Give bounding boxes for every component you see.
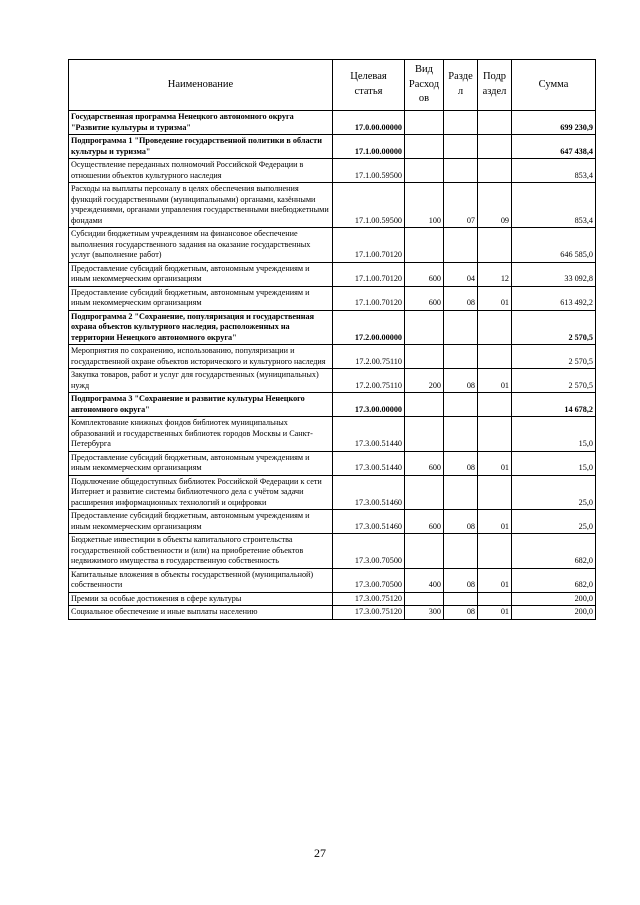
cell-target-article: 17.3.00.75120 (333, 606, 405, 620)
cell-expense-type (405, 310, 444, 345)
cell-sum: 646 585,0 (512, 228, 596, 263)
cell-sum: 15,0 (512, 417, 596, 452)
cell-subsection: 01 (478, 286, 512, 310)
cell-section: 08 (444, 606, 478, 620)
table-row (69, 228, 596, 263)
cell-sum: 25,0 (512, 475, 596, 510)
cell-subsection (478, 310, 512, 345)
cell-sum: 200,0 (512, 592, 596, 606)
cell-expense-type: 600 (405, 262, 444, 286)
cell-sum: 15,0 (512, 451, 596, 475)
cell-sum: 2 570,5 (512, 345, 596, 369)
cell-subsection: 01 (478, 369, 512, 393)
cell-subsection (478, 393, 512, 417)
cell-section (444, 159, 478, 183)
table-row (69, 159, 596, 183)
cell-target-article: 17.2.00.00000 (333, 310, 405, 345)
cell-sum: 647 438,4 (512, 135, 596, 159)
cell-expense-type (405, 393, 444, 417)
table-row (69, 393, 596, 417)
cell-section (444, 111, 478, 135)
cell-expense-type (405, 417, 444, 452)
cell-section: 08 (444, 510, 478, 534)
cell-subsection: 01 (478, 451, 512, 475)
table-row (69, 310, 596, 345)
cell-expense-type: 300 (405, 606, 444, 620)
header-expense-type: Вид Расход ов (405, 60, 444, 111)
cell-name: Подпрограмма 2 "Сохранение, популяризация и государственная охрана объектов культурного наследия, расположенных на территории Ненецкого автономного округа" (69, 310, 333, 345)
cell-expense-type: 400 (405, 568, 444, 592)
table-row (69, 286, 596, 310)
table-row (69, 183, 596, 228)
cell-section (444, 417, 478, 452)
cell-name: Подпрограмма 3 "Сохранение и развитие культуры Ненецкого автономного округа" (69, 393, 333, 417)
cell-section (444, 534, 478, 569)
cell-target-article: 17.3.00.51440 (333, 451, 405, 475)
cell-subsection: 12 (478, 262, 512, 286)
cell-expense-type: 600 (405, 451, 444, 475)
cell-subsection (478, 417, 512, 452)
cell-subsection: 01 (478, 606, 512, 620)
cell-expense-type (405, 135, 444, 159)
cell-section (444, 393, 478, 417)
cell-expense-type (405, 475, 444, 510)
cell-sum: 2 570,5 (512, 310, 596, 345)
cell-expense-type (405, 592, 444, 606)
cell-section: 08 (444, 568, 478, 592)
cell-section: 08 (444, 451, 478, 475)
cell-name: Государственная программа Ненецкого автономного округа "Развитие культуры и туризма" (69, 111, 333, 135)
cell-target-article: 17.3.00.70500 (333, 568, 405, 592)
cell-subsection: 09 (478, 183, 512, 228)
cell-section (444, 310, 478, 345)
cell-target-article: 17.3.00.75120 (333, 592, 405, 606)
cell-sum: 853,4 (512, 159, 596, 183)
cell-name: Субсидии бюджетным учреждениям на финансовое обеспечение выполнения государственного задания на оказание государственных услуг (выполнение работ) (69, 228, 333, 263)
cell-name: Предоставление субсидий бюджетным, автономным учреждениям и иным некоммерческим организациям (69, 262, 333, 286)
cell-subsection (478, 159, 512, 183)
cell-name: Предоставление субсидий бюджетным, автономным учреждениям и иным некоммерческим организациям (69, 451, 333, 475)
cell-section: 04 (444, 262, 478, 286)
cell-target-article: 17.1.00.70120 (333, 262, 405, 286)
header-section: Разде л (444, 60, 478, 111)
cell-target-article: 17.1.00.59500 (333, 159, 405, 183)
cell-expense-type: 100 (405, 183, 444, 228)
page-number: 27 (314, 846, 326, 860)
table-row (69, 592, 596, 606)
table-row (69, 606, 596, 620)
table-row (69, 369, 596, 393)
cell-target-article: 17.1.00.00000 (333, 135, 405, 159)
header-name: Наименование (69, 60, 333, 111)
table-row (69, 568, 596, 592)
cell-sum: 699 230,9 (512, 111, 596, 135)
cell-name: Предоставление субсидий бюджетным, автономным учреждениям и иным некоммерческим организациям (69, 510, 333, 534)
cell-section (444, 345, 478, 369)
cell-target-article: 17.1.00.59500 (333, 183, 405, 228)
cell-sum: 853,4 (512, 183, 596, 228)
cell-subsection: 01 (478, 510, 512, 534)
cell-name: Премии за особые достижения в сфере культуры (69, 592, 333, 606)
cell-section (444, 592, 478, 606)
table-row (69, 475, 596, 510)
cell-subsection (478, 135, 512, 159)
cell-expense-type (405, 111, 444, 135)
table-row (69, 111, 596, 135)
cell-name: Расходы на выплаты персоналу в целях обеспечения выполнения функций государственными (муниципальными) органами, казёнными учреждениями, органами управления государственными внебюджетными фондами (69, 183, 333, 228)
cell-name: Капитальные вложения в объекты государственной (муниципальной) собственности (69, 568, 333, 592)
cell-target-article: 17.2.00.75110 (333, 345, 405, 369)
cell-expense-type (405, 159, 444, 183)
cell-target-article: 17.3.00.00000 (333, 393, 405, 417)
header-subsection: Подр аздел (478, 60, 512, 111)
cell-target-article: 17.0.00.00000 (333, 111, 405, 135)
table-row (69, 534, 596, 569)
cell-target-article: 17.3.00.51440 (333, 417, 405, 452)
cell-section (444, 475, 478, 510)
cell-sum: 682,0 (512, 568, 596, 592)
cell-section (444, 135, 478, 159)
header-target-article: Целевая статья (333, 60, 405, 111)
cell-section (444, 228, 478, 263)
cell-target-article: 17.3.00.51460 (333, 510, 405, 534)
cell-expense-type: 600 (405, 510, 444, 534)
cell-sum: 14 678,2 (512, 393, 596, 417)
table-row (69, 417, 596, 452)
table-row (69, 345, 596, 369)
cell-subsection (478, 345, 512, 369)
table-row (69, 451, 596, 475)
cell-sum: 613 492,2 (512, 286, 596, 310)
cell-sum: 33 092,8 (512, 262, 596, 286)
cell-target-article: 17.3.00.70500 (333, 534, 405, 569)
cell-name: Бюджетные инвестиции в объекты капитального строительства государственной собственности и (или) на приобретение объектов недвижимого имущества в государственную собственность (69, 534, 333, 569)
table-header-row (69, 60, 596, 111)
budget-table (68, 59, 596, 620)
cell-name: Осуществление переданных полномочий Российской Федерации в отношении объектов культурного наследия (69, 159, 333, 183)
cell-name: Подпрограмма 1 "Проведение государственной политики в области культуры и туризма" (69, 135, 333, 159)
cell-target-article: 17.2.00.75110 (333, 369, 405, 393)
cell-name: Социальное обеспечение и иные выплаты населению (69, 606, 333, 620)
cell-section: 08 (444, 286, 478, 310)
cell-subsection (478, 228, 512, 263)
header-sum: Сумма (512, 60, 596, 111)
cell-sum: 2 570,5 (512, 369, 596, 393)
cell-subsection (478, 111, 512, 135)
cell-expense-type (405, 228, 444, 263)
cell-name: Закупка товаров, работ и услуг для государственных (муниципальных) нужд (69, 369, 333, 393)
cell-subsection: 01 (478, 568, 512, 592)
cell-sum: 200,0 (512, 606, 596, 620)
table-row (69, 510, 596, 534)
cell-name: Предоставление субсидий бюджетным, автономным учреждениям и иным некоммерческим организациям (69, 286, 333, 310)
cell-expense-type: 200 (405, 369, 444, 393)
cell-section: 08 (444, 369, 478, 393)
cell-expense-type (405, 534, 444, 569)
cell-sum: 682,0 (512, 534, 596, 569)
table-body (69, 111, 596, 620)
table-row (69, 262, 596, 286)
cell-name: Подключение общедоступных библиотек Российской Федерации к сети Интернет и развитие системы библиотечного дела с учётом задачи расширения информационных технологий и оцифровки (69, 475, 333, 510)
cell-name: Мероприятия по сохранению, использованию, популяризации и государственной охране объектов исторического и культурного наследия (69, 345, 333, 369)
cell-target-article: 17.1.00.70120 (333, 228, 405, 263)
cell-target-article: 17.1.00.70120 (333, 286, 405, 310)
cell-expense-type (405, 345, 444, 369)
cell-section: 07 (444, 183, 478, 228)
cell-sum: 25,0 (512, 510, 596, 534)
cell-subsection (478, 534, 512, 569)
cell-target-article: 17.3.00.51460 (333, 475, 405, 510)
cell-name: Комплектование книжных фондов библиотек муниципальных образований и государственных библиотек городов Москвы и Санкт-Петербурга (69, 417, 333, 452)
cell-expense-type: 600 (405, 286, 444, 310)
table-row (69, 135, 596, 159)
cell-subsection (478, 475, 512, 510)
cell-subsection (478, 592, 512, 606)
